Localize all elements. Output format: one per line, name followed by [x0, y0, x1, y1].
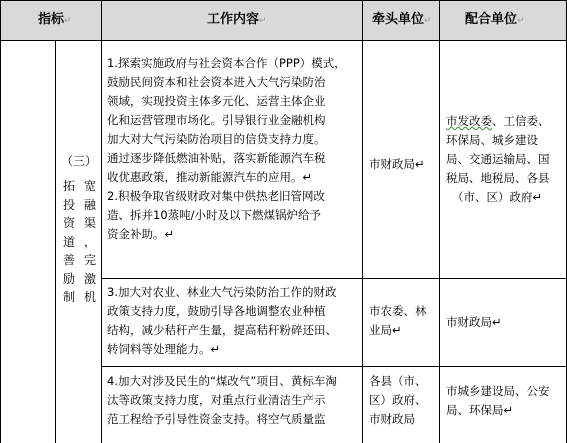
content-line: 收优惠政策，推动新能源汽车的应用。↵ — [107, 170, 313, 184]
para-mark: ↵ — [517, 16, 525, 26]
lead-line: 业局↵ — [369, 323, 402, 337]
lead-line: 市财政局 — [369, 412, 415, 426]
row2-cooperate: 市财政局↵ — [446, 315, 502, 329]
header-cooperate — [465, 12, 525, 29]
content-line: 2.积极争取省级财政对集中供热老旧管网改 — [107, 189, 325, 203]
grid-line — [101, 366, 567, 367]
cooperate-line: 局、交通运输局、国 — [446, 152, 550, 166]
category-char: 融 — [83, 197, 96, 212]
row3-content — [107, 372, 361, 429]
content-line: 3.加大对农业、林业大气污染防治工作的财政 — [107, 285, 337, 299]
category-column-2 — [79, 177, 101, 307]
content-line: 范工程给予引导性资金支持。将空气质量监 — [107, 412, 326, 426]
para-mark: ↵ — [64, 16, 72, 26]
cooperate-text: 、工信委、 — [492, 114, 550, 128]
content-line: 4.加大对涉及民生的“煤改气”项目、黄标车淘 — [107, 374, 337, 388]
lead-line: 市农委、林 — [369, 304, 427, 318]
content-line: 转饲料等处理能力。↵ — [107, 342, 221, 356]
para-mark: ↵ — [259, 16, 267, 26]
content-line: 化和运营管理市场化。引导银行业金融机构 — [107, 113, 326, 127]
category-prefix: （三） — [60, 154, 97, 168]
cooperate-line: 税局、地税局、各县 — [446, 171, 550, 185]
content-line: 鼓励民间资本和社会资本进入大气污染防治 — [107, 75, 326, 89]
lead-line: 各县（市、 — [369, 374, 427, 388]
row1-cooperate — [446, 112, 564, 207]
header-work — [207, 12, 267, 29]
cooperate-line: 局、环保局↵ — [446, 403, 514, 417]
header-indicator-label: 指标 — [38, 12, 65, 27]
category-char: 渠 — [83, 216, 96, 230]
content-line: 领域，实现投资主体多元化、运营主体企业 — [107, 94, 326, 108]
lead-line: 区）政府、 — [369, 393, 427, 407]
category-char: 机 — [83, 290, 96, 304]
spellcheck-word: 市发改委 — [446, 114, 492, 128]
cooperate-line: 环保局、城乡建设 — [446, 133, 538, 147]
content-line: 加大对大气污染防治项目的信贷支持力度。 — [107, 132, 326, 146]
grid-line — [0, 40, 567, 41]
category-char: 资 — [62, 216, 75, 230]
content-line: 结构，减少秸秆产生量，提高秸秆粉碎还田、 — [107, 323, 337, 337]
row2-lead — [369, 302, 427, 340]
category-char: 拓 — [62, 179, 75, 193]
category-char: 激 — [83, 271, 96, 286]
header-work-label: 工作内容 — [207, 12, 260, 27]
header-lead — [372, 12, 432, 29]
header-cooperate-label: 配合单位 — [465, 12, 518, 27]
row1-content — [107, 54, 361, 244]
category-char: 善 — [62, 253, 75, 267]
cooperate-line — [446, 112, 564, 131]
row3-lead — [369, 372, 427, 429]
content-line: 汰等政策支持力度，对重点行业清洁生产示 — [107, 393, 326, 407]
content-line: 通过逐步降低燃油补贴，落实新能源汽车税 — [107, 151, 326, 165]
category-char: 制 — [62, 290, 75, 304]
grid-line — [439, 0, 440, 443]
content-line: 资金补助。↵ — [107, 227, 175, 241]
content-line: 1.探索实施政府与社会资本合作（PPP）模式， — [107, 56, 346, 70]
category-char: 投 — [62, 197, 75, 212]
grid-line — [362, 0, 363, 443]
category-char: 道 — [62, 234, 75, 249]
category-char: 励 — [62, 271, 75, 286]
content-line: 造、拆并10蒸吨/小时及以下燃煤锅炉给予 — [107, 208, 322, 222]
row3-cooperate — [446, 382, 550, 420]
grid-line — [101, 278, 567, 279]
cooperate-line: 市城乡建设局、公安 — [446, 384, 550, 398]
header-lead-label: 牵头单位 — [372, 12, 425, 27]
category-column-1 — [59, 177, 79, 307]
grid-line — [101, 0, 102, 443]
row1-lead: 市财政局↵ — [369, 157, 425, 171]
row2-content — [107, 283, 361, 359]
para-mark: ↵ — [424, 16, 432, 26]
grid-line — [55, 40, 56, 443]
grid-line — [0, 0, 1, 443]
category-char: 宽 — [83, 179, 96, 193]
header-indicator — [38, 12, 72, 29]
grid-line — [0, 0, 567, 1]
category-char: ，完 — [83, 234, 96, 267]
cooperate-line: （市、区）政府↵ — [452, 190, 543, 204]
content-line: 政策支持力度，鼓励引导各地调整农业种植 — [107, 304, 326, 318]
